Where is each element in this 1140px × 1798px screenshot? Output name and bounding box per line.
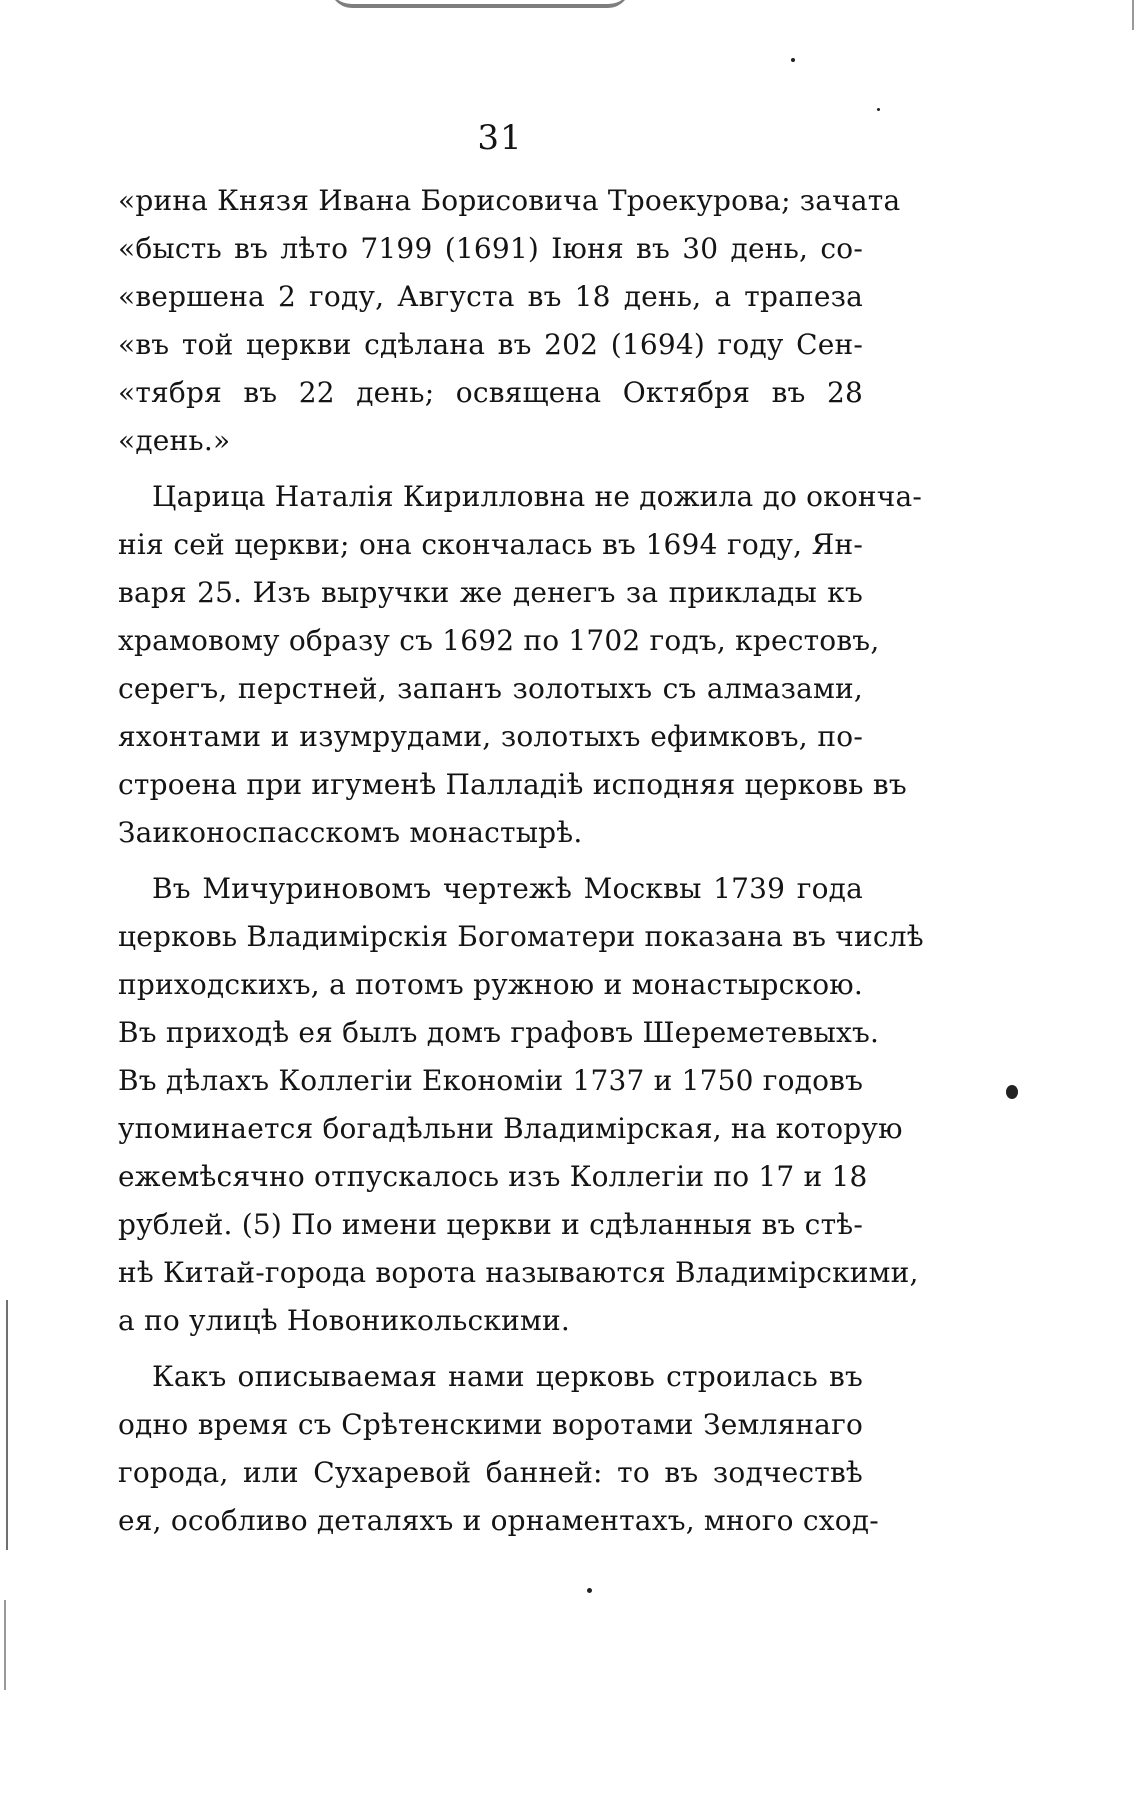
- margin-mark: [6, 1300, 8, 1550]
- text-line: серегъ, перстней, запанъ золотыхъ съ алмазами,: [118, 672, 863, 705]
- text-line: упоминается богадѣльни Владимірская, на которую: [118, 1112, 903, 1145]
- scan-speck: [791, 58, 795, 62]
- text-line: Въ дѣлахъ Коллегіи Економіи 1737 и 1750 годовъ: [118, 1064, 864, 1097]
- top-edge-mark: [330, 0, 630, 8]
- text-line: Какъ описываемая нами церковь строилась въ: [152, 1360, 863, 1393]
- text-line: Въ Мичуриновомъ чертежѣ Москвы 1739 года: [152, 872, 863, 905]
- text-line: нія сей церкви; она скончалась въ 1694 году, Ян-: [118, 528, 863, 561]
- text-line: рублей. (5) По имени церкви и сдѣланныя въ стѣ-: [118, 1208, 863, 1241]
- scan-speck: [877, 108, 880, 111]
- page-number: 31: [477, 118, 523, 158]
- text-line: Заиконоспасскомъ монастырѣ.: [118, 816, 583, 849]
- text-line: Въ приходѣ ея былъ домъ графовъ Шереметевыхъ.: [118, 1016, 880, 1049]
- text-line: «рина Князя Ивана Борисовича Троекурова; зачата: [118, 184, 901, 217]
- text-line: варя 25. Изъ выручки же денегъ за приклады къ: [118, 576, 863, 609]
- text-line: строена при игуменѣ Палладіѣ исподняя церковь въ: [118, 768, 907, 801]
- text-line: храмовому образу съ 1692 по 1702 годъ, крестовъ,: [118, 624, 880, 657]
- text-line: «бысть въ лѣто 7199 (1691) Іюня въ 30 день, со-: [118, 232, 863, 265]
- text-line: нѣ Китай-города ворота называются Владимірскими,: [118, 1256, 919, 1289]
- text-line: «тября въ 22 день; освящена Октября въ 28: [118, 376, 863, 409]
- text-line: яхонтами и изумрудами, золотыхъ ефимковъ, по-: [118, 720, 863, 753]
- body-text: [118, 177, 924, 1545]
- margin-mark: [4, 1600, 6, 1690]
- scan-speck: [1006, 1085, 1018, 1099]
- scan-speck: [587, 1588, 592, 1593]
- text-line: города, или Сухаревой банней: то въ зодчествѣ: [118, 1456, 863, 1489]
- text-line: «въ той церкви сдѣлана въ 202 (1694) году Сен-: [118, 328, 863, 361]
- paragraph-construction: [118, 1353, 879, 1545]
- text-line: Царица Наталія Кирилловна не дожила до оконча-: [152, 480, 923, 513]
- text-line: а по улицѣ Новоникольскими.: [118, 1304, 570, 1337]
- text-line: «вершена 2 году, Августа въ 18 день, а трапеза: [118, 280, 863, 313]
- text-line: приходскихъ, а потомъ ружною и монастырскою.: [118, 968, 863, 1001]
- text-line: церковь Владимірскія Богоматери показана въ числѣ: [118, 920, 924, 953]
- text-line: ея, особливо деталяхъ и орнаментахъ, много сход-: [118, 1504, 879, 1537]
- text-line: одно время съ Срѣтенскими воротами Землянаго: [118, 1408, 863, 1441]
- paragraph-michurin: [118, 865, 924, 1345]
- margin-mark: [1132, 0, 1134, 30]
- text-line: «день.»: [118, 424, 231, 457]
- text-line: ежемѣсячно отпускалось изъ Коллегіи по 17 и 18: [118, 1160, 868, 1193]
- paragraph-tsaritsa: [118, 473, 923, 857]
- paragraph-quote: [118, 177, 901, 465]
